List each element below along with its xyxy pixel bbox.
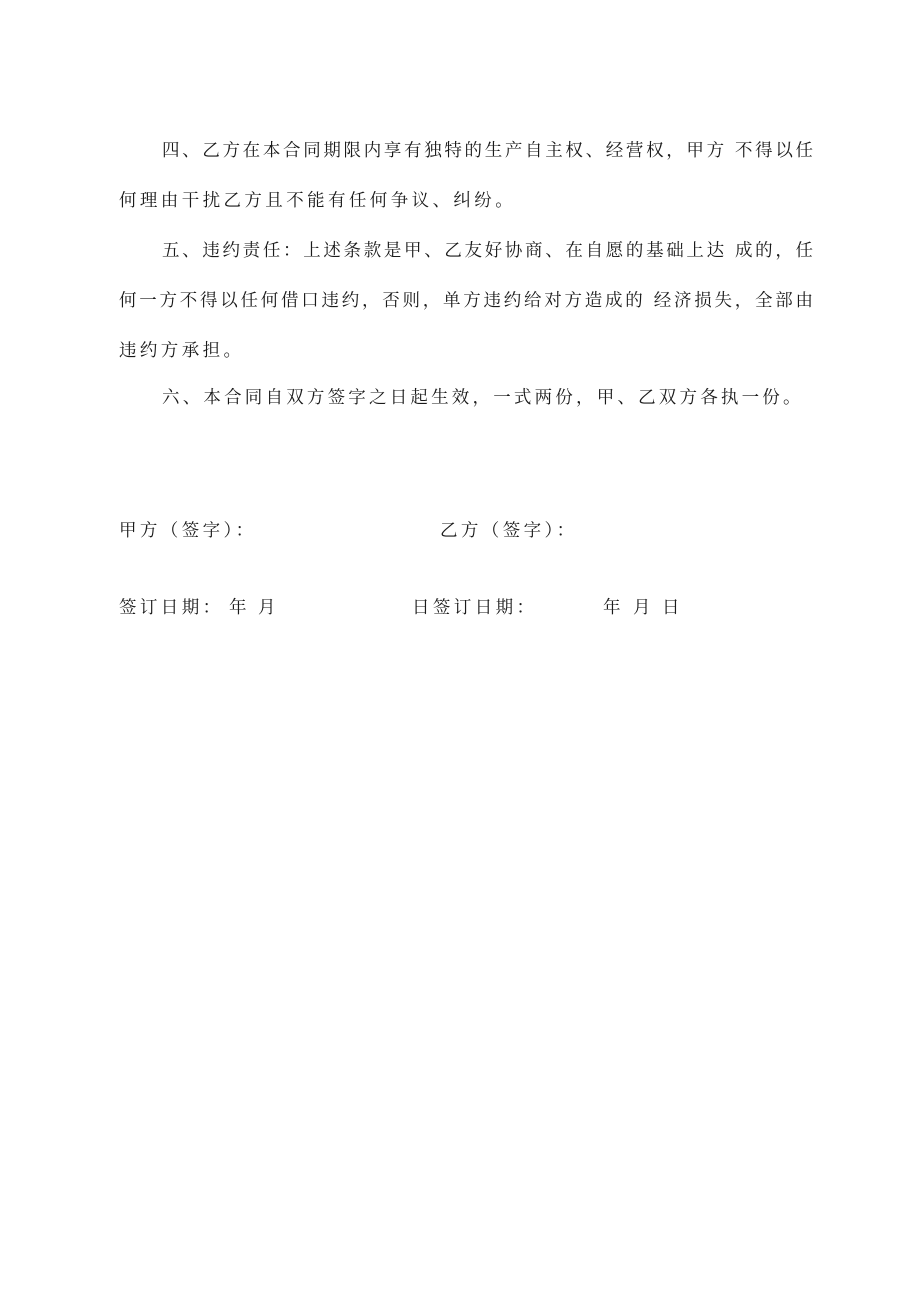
clause-4-line-1: 四、乙方在本合同期限内享有独特的生产自主权、经营权，甲方 不得以任 <box>162 141 813 161</box>
clause-4-line-2: 何理由干扰乙方且不能有任何争议、纠纷。 <box>119 191 517 211</box>
party-b-date-year: 年 <box>603 598 624 618</box>
clause-5-line-2: 何一方不得以任何借口违约，否则，单方违约给对方造成的 经济损失，全部由 <box>119 291 813 311</box>
clause-5-line-3: 违约方承担。 <box>119 341 245 361</box>
party-a-signature-label: 甲方（签字）： <box>119 521 257 541</box>
clause-6-line-1: 六、本合同自双方签字之日起生效，一式两份，甲、乙双方各执一份。 <box>162 388 804 408</box>
party-b-date-day: 日 <box>662 598 683 618</box>
party-a-date-label: 签订日期： <box>119 598 224 618</box>
clause-5-line-1: 五、违约责任：上述条款是甲、乙友好协商、在自愿的基础上达 成的，任 <box>162 241 813 261</box>
party-a-date-year: 年 <box>229 598 250 618</box>
party-a-date-month: 月 <box>258 598 279 618</box>
party-b-date-month: 月 <box>633 598 654 618</box>
party-b-date-label: 日签订日期： <box>412 598 538 618</box>
party-b-signature-label: 乙方（签字）： <box>440 521 578 541</box>
